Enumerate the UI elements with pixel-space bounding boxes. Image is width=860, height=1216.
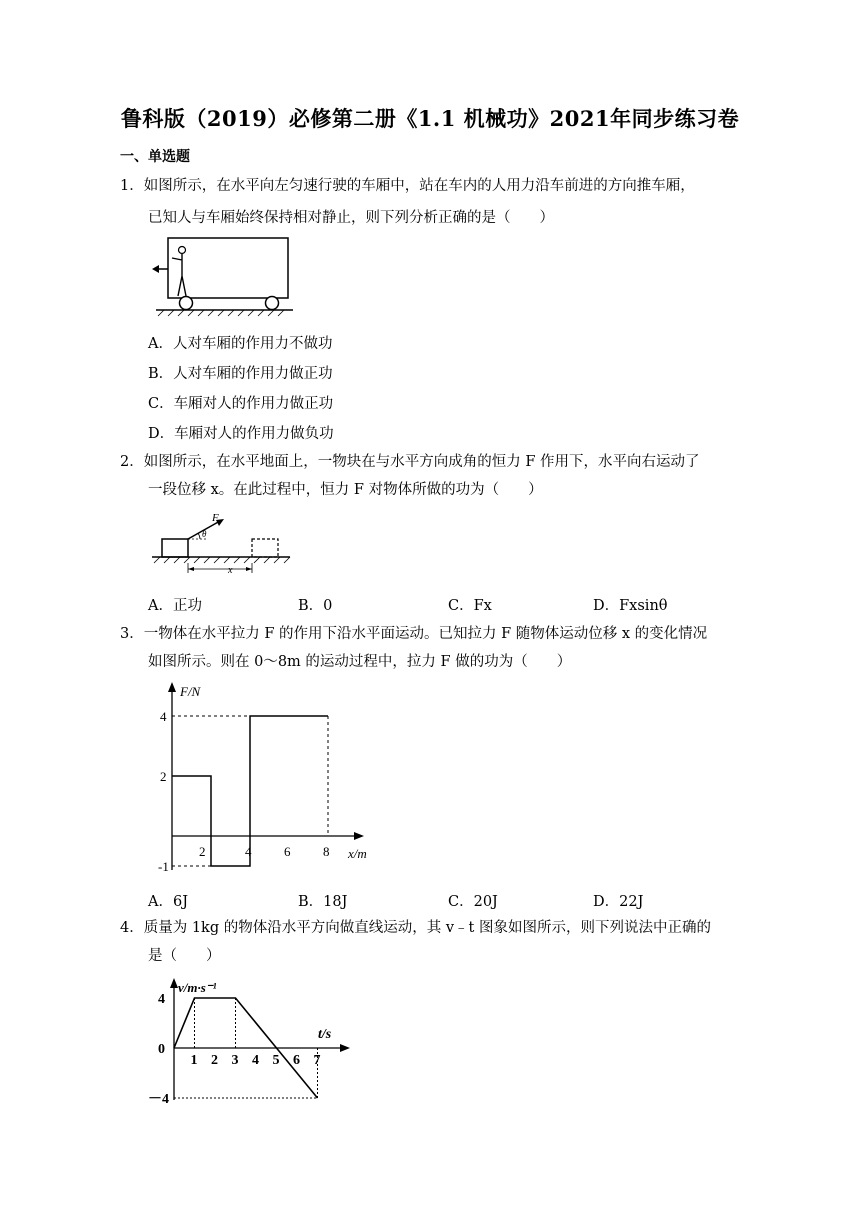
q3-option-b[interactable]: B．18J — [298, 894, 348, 910]
x-tick-label: 5 — [272, 1053, 280, 1068]
x-tick-label: 4 — [252, 1053, 259, 1068]
q1-option-b[interactable]: B．人对车厢的作用力做正功 — [148, 366, 333, 382]
force-displacement-chart — [150, 678, 390, 876]
question-2-line-2: 一段位移 x。在此过程中，恒力 F 对物体所做的功为（ ） — [148, 482, 543, 498]
y-axis-label: v/m·s⁻¹ — [178, 980, 217, 995]
question-1-line-1: 1．如图所示，在水平向左匀速行驶的车厢中，站在车内的人用力沿车前进的方向推车厢， — [120, 178, 695, 194]
question-4-line-2: 是（ ） — [148, 948, 221, 964]
q3-option-c[interactable]: C．20J — [448, 894, 498, 910]
q2-option-a[interactable]: A．正功 — [148, 598, 202, 614]
q1-option-a[interactable]: A．人对车厢的作用力不做功 — [148, 336, 333, 352]
x-tick-label: 6 — [293, 1053, 300, 1068]
y-tick-label: 0 — [158, 1042, 165, 1057]
x-axis-arrow — [340, 1044, 350, 1052]
page-title: 鲁科版（2019）必修第二册《1.1 机械功》2021年同步练习卷 — [120, 106, 740, 131]
question-1-line-2: 已知人与车厢始终保持相对静止，则下列分析正确的是（ ） — [148, 210, 554, 226]
question-2-line-1: 2．如图所示，在水平地面上，一物块在与水平方向成角的恒力 F 作用下，水平向右运动了 — [120, 454, 700, 470]
velocity-time-chart — [148, 972, 368, 1104]
q2-option-c[interactable]: C．Fx — [448, 598, 492, 614]
x-tick-label: 6 — [284, 844, 291, 859]
x-tick-label: 2 — [199, 844, 206, 859]
q2-option-d[interactable]: D．Fxsinθ — [593, 598, 668, 614]
y-tick-label: －4 — [148, 1092, 169, 1104]
y-axis-label: F/N — [180, 684, 201, 699]
q2-option-b[interactable]: B．0 — [298, 598, 333, 614]
q1-option-d[interactable]: D．车厢对人的作用力做负功 — [148, 426, 334, 442]
angle-label: θ — [202, 529, 207, 539]
y-tick-label: 2 — [160, 769, 167, 784]
question-4-line-1: 4．质量为 1kg 的物体沿水平方向做直线运动，其 v﹣t 图象如图所示，则下列说法中正确的 — [120, 920, 711, 936]
displacement-label: x — [228, 565, 233, 576]
question-3-line-2: 如图所示。则在 0～8m 的运动过程中，拉力 F 做的功为（ ） — [148, 654, 572, 670]
y-axis-arrow — [168, 682, 176, 692]
q3-option-d[interactable]: D．22J — [593, 894, 644, 910]
x-tick-label: 4 — [245, 844, 252, 859]
question-3-line-1: 3．一物体在水平拉力 F 的作用下沿水平面运动。已知拉力 F 随物体运动位移 x 的变化情况 — [120, 626, 708, 642]
x-tick-label: 3 — [231, 1053, 239, 1068]
section-heading: 一、单选题 — [120, 149, 190, 165]
y-tick-label: 4 — [160, 709, 167, 724]
q3-option-a[interactable]: A．6J — [148, 894, 189, 910]
x-axis-arrow — [354, 832, 364, 840]
train-car-figure — [148, 232, 298, 322]
y-axis-arrow — [170, 978, 178, 988]
x-axis-label: x/m — [348, 846, 367, 861]
y-tick-label: -1 — [158, 859, 169, 874]
block-force-figure — [148, 505, 298, 577]
x-axis-label: t/s — [318, 1027, 332, 1042]
force-label: F — [212, 512, 219, 524]
x-tick-label: 1 — [190, 1053, 198, 1068]
q1-option-c[interactable]: C．车厢对人的作用力做正功 — [148, 396, 334, 412]
x-tick-label: 2 — [211, 1053, 218, 1068]
x-tick-label: 7 — [313, 1053, 321, 1068]
y-tick-label: 4 — [158, 992, 165, 1007]
x-tick-label: 8 — [323, 844, 330, 859]
